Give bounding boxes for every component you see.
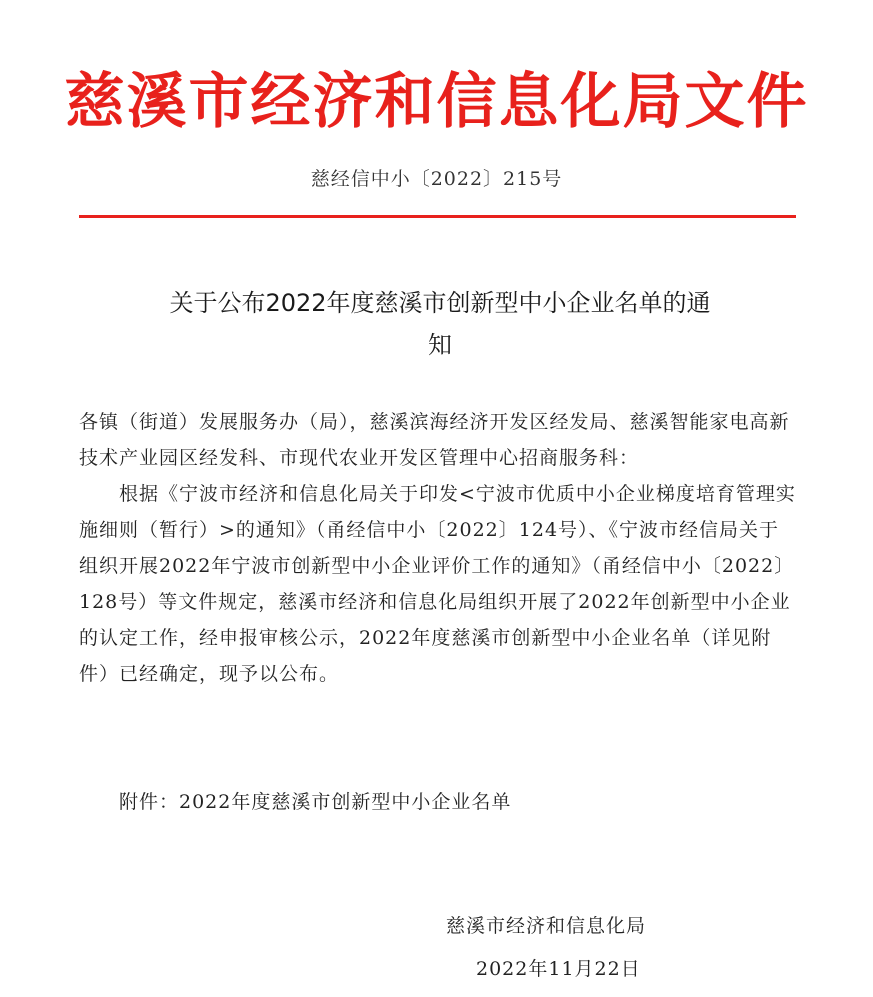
issuer-signature: 慈溪市经济和信息化局 <box>446 915 647 937</box>
notice-body <box>79 404 799 692</box>
notice-title <box>120 282 760 366</box>
attachment-note: 附件：2022年度慈溪市创新型中小企业名单 <box>119 791 512 813</box>
notice-title-line-1: 关于公布2022年度慈溪市创新型中小企业名单的通 <box>169 289 711 317</box>
issuing-authority-title: 慈溪市经济和信息化局文件 <box>64 67 809 137</box>
issue-date: 2022年11月22日 <box>476 958 641 980</box>
body-paragraph: 根据《宁波市经济和信息化局关于印发<宁波市优质中小企业梯度培育管理实施细则（暂行）>的通知》（甬经信中小〔2022〕124号）、《宁波市经信局关于组织开展2022年宁波市创新型中小企业评价工作的通知》（甬经信中小〔2022〕128号）等文件规定，慈溪市经济和信息化局组织开展了2022年创新型中小企业的认定工作，经申报审核公示，2022年度慈溪市创新型中小企业名单（详见附件）已经确定，现予以公布。 <box>79 483 796 685</box>
addressees: 各镇（街道）发展服务办（局），慈溪滨海经济开发区经发局、慈溪智能家电高新技术产业园区经发科、市现代农业开发区管理中心招商服务科： <box>79 411 790 469</box>
red-divider <box>79 215 796 218</box>
notice-title-line-2: 知 <box>428 331 452 359</box>
document-number: 慈经信中小〔2022〕215号 <box>310 168 563 190</box>
